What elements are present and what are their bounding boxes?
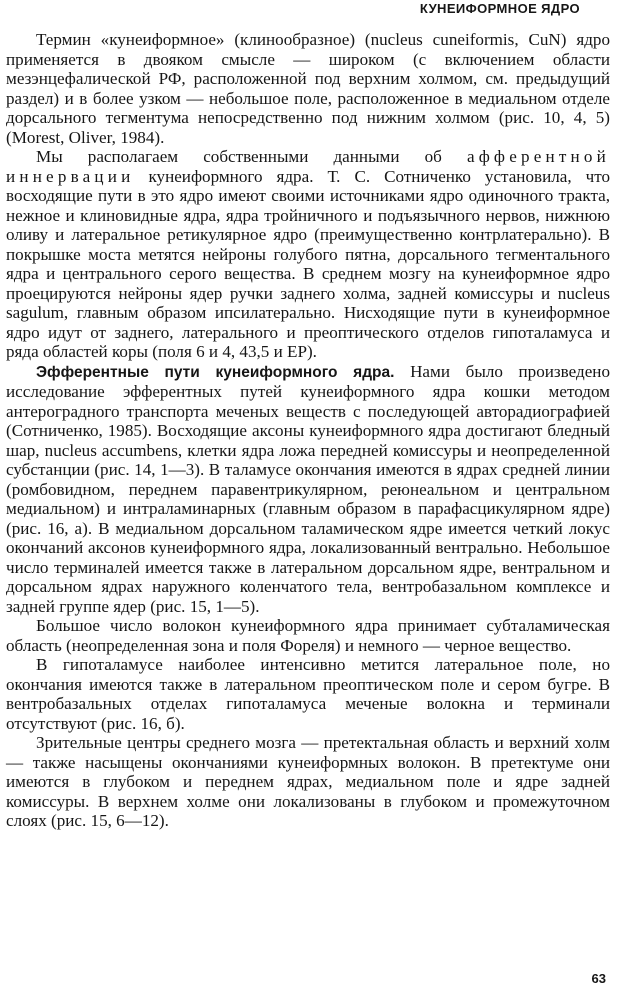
paragraph-visual-centers: Зрительные центры среднего мозга — претектальная область и верхний холм — также насыщены окончаниями кунеиформных волокон. В претектуме они имеются в глубоком и переднем ядрах, медиальном поле и ядре задней комиссуры. В верхнем холме они локализованы в глубоком и промежуточном слоях (рис. 15, 6—12). [6, 733, 610, 830]
paragraph-efferent-rest: Нами было произведено исследование эфферентных путей кунеиформного ядра кошки методом антероградного транспорта меченых веществ с последующей авторадиографией (Сотниченко, 1985). Восходящие аксоны кунеиформного ядра достигают бледный шар, nucleus accumbens, клетки ядра ложа передней комиссуры и неопределенной субстанции (рис. 14, 1—3). В таламусе окончания имеются в ядрах средней линии (ромбовидном, переднем паравентрикулярном, реюнеальном и центральном медиальном) и интраламинарных (главным образом в парафасцикулярном ядре) (рис. 16, а). В медиальном дорсальном таламическом ядре имеется четкий локус окончаний аксонов кунеиформного ядра, локализованный вентрально. Небольшое число терминалей имеется также в латеральном дорсальном ядре, вентральном и дорсальном ядрах наружного коленчатого тела, вентробазальном комплексе и задней группе ядер (рис. 15, 1—5). [6, 361, 610, 616]
paragraph-cuneiform-term: Термин «кунеиформное» (клинообразное) (nucleus cuneiformis, CuN) ядро применяется в двояком смысле — широком (с включением области мезэнцефалической РФ, расположенной под верхним холмом, см. предыдущий раздел) и в более узком — небольшое поле, расположенное в медиальном отделе дорсального тегментума непосредственно под нижним холмом (рис. 10, 4, 5) (Morest, Oliver, 1984). [6, 30, 610, 147]
page-number: 63 [591, 971, 606, 986]
paragraph-subthalamic: Большое число волокон кунеиформного ядра принимает субталамическая область (неопределенная зона и поля Фореля) и немного — черное вещество. [6, 616, 610, 655]
section-heading-efferent: Эфферентные пути кунеиформного ядра. [36, 363, 395, 381]
paragraph-hypothalamus: В гипоталамусе наиболее интенсивно метится латеральное поле, но окончания имеются также в латеральном преоптическом поле и сером бугре. В вентробазальных отделах гипоталамуса меченые волокна и терминали отсутствуют (рис. 16, б). [6, 655, 610, 733]
running-head: КУНЕИФОРМНОЕ ЯДРО [419, 1, 580, 16]
emphasized-afferent-innervation: афферентной иннервации [6, 147, 610, 186]
paragraph-afferent-rest: кунеиформного ядра. Т. С. Сотниченко установила, что восходящие пути в это ядро имеют своими источниками ядро одиночного тракта, нежное и клиновидные ядра, ядра тройничного и подъязычного нервов, нижнюю оливу и латеральное ретикулярное ядро (преимущественно контрлатерально). В покрышке моста метятся нейроны голубого пятна, дорсального тегментального ядра и центрального серого вещества. В среднем мозгу на кунеиформное ядро проецируются нейроны ядер ручки заднего холма, задней комиссуры и nucleus sagulum, главным образом ипсилатерально. Нисходящие пути в кунеиформное ядро идут от заднего, латерального и преоптического отделов гипоталамуса и ряда областей коры (поля 6 и 4, 43,5 и ЕР). [6, 166, 610, 361]
paragraph-afferent-innervation [6, 147, 610, 362]
paragraph-afferent-start: Мы располагаем собственными данными об [36, 147, 467, 166]
body-text [6, 30, 610, 831]
paragraph-efferent-paths [6, 362, 610, 617]
